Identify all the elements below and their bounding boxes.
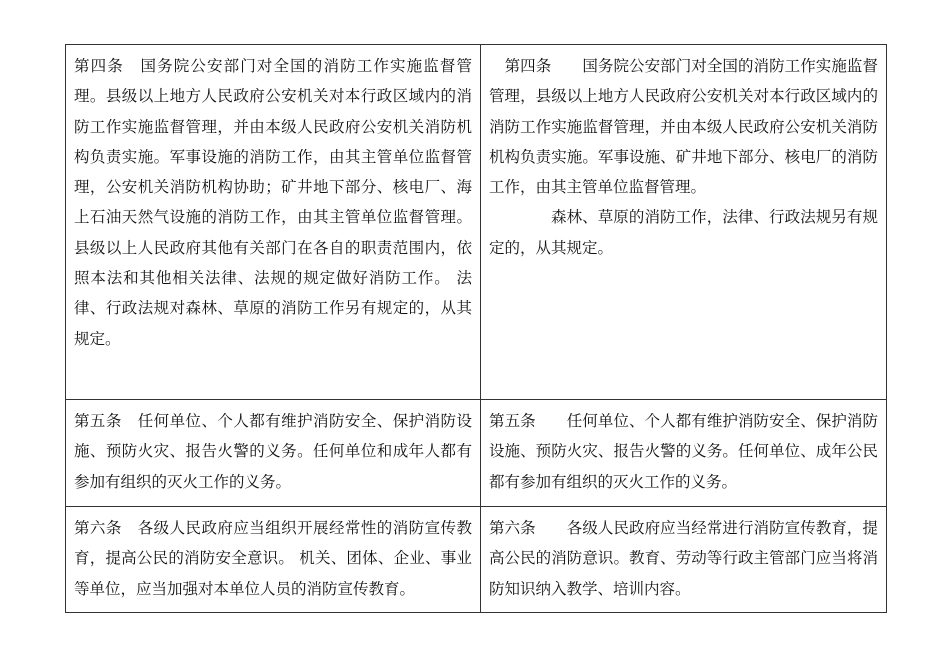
article-label: 第五条 (489, 412, 536, 430)
article-label: 第六条 (489, 519, 536, 537)
article-text: 国务院公安部门对全国的消防工作实施监督管理。县级以上地方人民政府公安机关对本行政区域内的消防工作实施监督管理，并由本级人民政府公安机关消防机构负责实施。军事设施的消防工作，由其主管单位监督管理，公安机关消防机构协助；矿井地下部分、核电厂、海上石油天然气设施的消防工作，由其主管单位监督管理。县级以上人民政府其他有关部门在各自的职责范围内，依照本法和其他相关法律、法规的规定做好消防工作。 法律、行政法规对森林、草原的消防工作另有规定的，从其规定。 (74, 57, 472, 348)
article-label: 第四条 (504, 57, 552, 75)
article-5-right-cell (481, 400, 887, 507)
article-text: 各级人民政府应当经常进行消防宣传教育，提高公民的消防意识。教育、劳动等行政主管部门应当将消防知识纳入教学、培训内容。 (489, 519, 878, 598)
article-label: 第四条 (74, 57, 124, 75)
article-4-right-paragraph (489, 51, 878, 202)
article-label: 第六条 (74, 519, 122, 537)
article-6-right-paragraph (489, 513, 878, 604)
article-label: 第五条 (74, 412, 122, 430)
article-4-right-paragraph-2: 森林、草原的消防工作，法律、行政法规另有规定的，从其规定。 (489, 208, 878, 257)
article-6-row (66, 507, 887, 613)
article-6-left-paragraph (74, 513, 472, 604)
article-text: 各级人民政府应当组织开展经常性的消防宣传教育，提高公民的消防安全意识。 机关、团体、企业、事业等单位，应当加强对本单位人员的消防宣传教育。 (74, 519, 472, 598)
article-text: 国务院公安部门对全国的消防工作实施监督管理，县级以上地方人民政府公安机关对本行政区域内的消防工作实施监督管理，并由本级人民政府公安机关消防机构负责实施。军事设施、矿井地下部分、核电厂的消防工作，由其主管单位监督管理。 (489, 57, 878, 197)
article-text: 任何单位、个人都有维护消防安全、保护消防设施、预防火灾、报告火警的义务。任何单位、成年公民都有参加有组织的灭火工作的义务。 (489, 412, 878, 491)
article-6-left-cell (66, 507, 481, 613)
law-comparison-table (65, 44, 887, 613)
article-text: 任何单位、个人都有维护消防安全、保护消防设施、预防火灾、报告火警的义务。任何单位和成年人都有参加有组织的灭火工作的义务。 (74, 412, 472, 491)
article-5-row (66, 400, 887, 507)
article-4-left-paragraph (74, 51, 472, 354)
article-5-right-paragraph (489, 406, 878, 497)
article-4-left-cell (66, 45, 481, 400)
article-4-right-cell (481, 45, 887, 400)
article-5-left-paragraph (74, 406, 472, 497)
article-4-row (66, 45, 887, 400)
article-6-right-cell (481, 507, 887, 613)
article-5-left-cell (66, 400, 481, 507)
